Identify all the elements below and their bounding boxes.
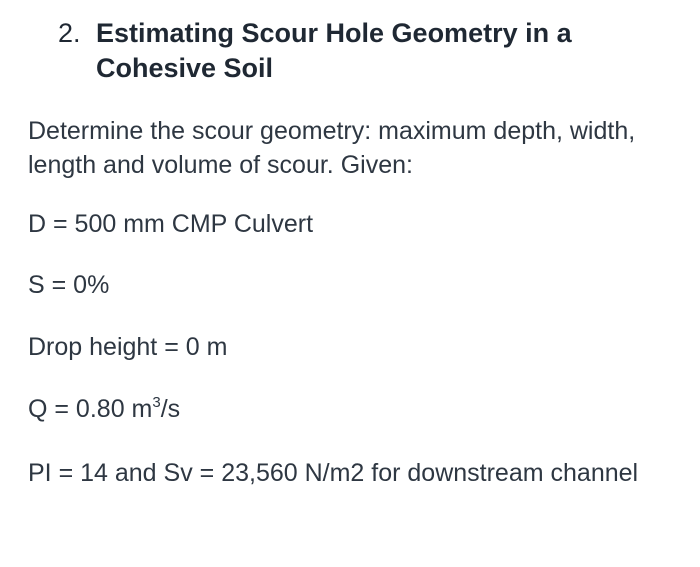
given-drop-height: Drop height = 0 m [28, 333, 228, 361]
flow-prefix: Q = 0.80 m [28, 395, 153, 423]
given-flow [28, 392, 678, 426]
question-heading [58, 16, 678, 86]
flow-exponent: 3 [152, 394, 161, 411]
question-intro: Determine the scour geometry: maximum depth, width, length and volume of scour. Given: [28, 117, 636, 179]
given-soil-properties: PI = 14 and Sv = 23,560 N/m2 for downstream channel [28, 459, 639, 487]
given-slope: S = 0% [28, 271, 110, 299]
question-number: 2. [58, 18, 81, 48]
question-title: Estimating Scour Hole Geometry in a Cohesive Soil [96, 18, 572, 83]
flow-suffix: /s [160, 395, 181, 423]
given-diameter: D = 500 mm CMP Culvert [28, 210, 314, 238]
